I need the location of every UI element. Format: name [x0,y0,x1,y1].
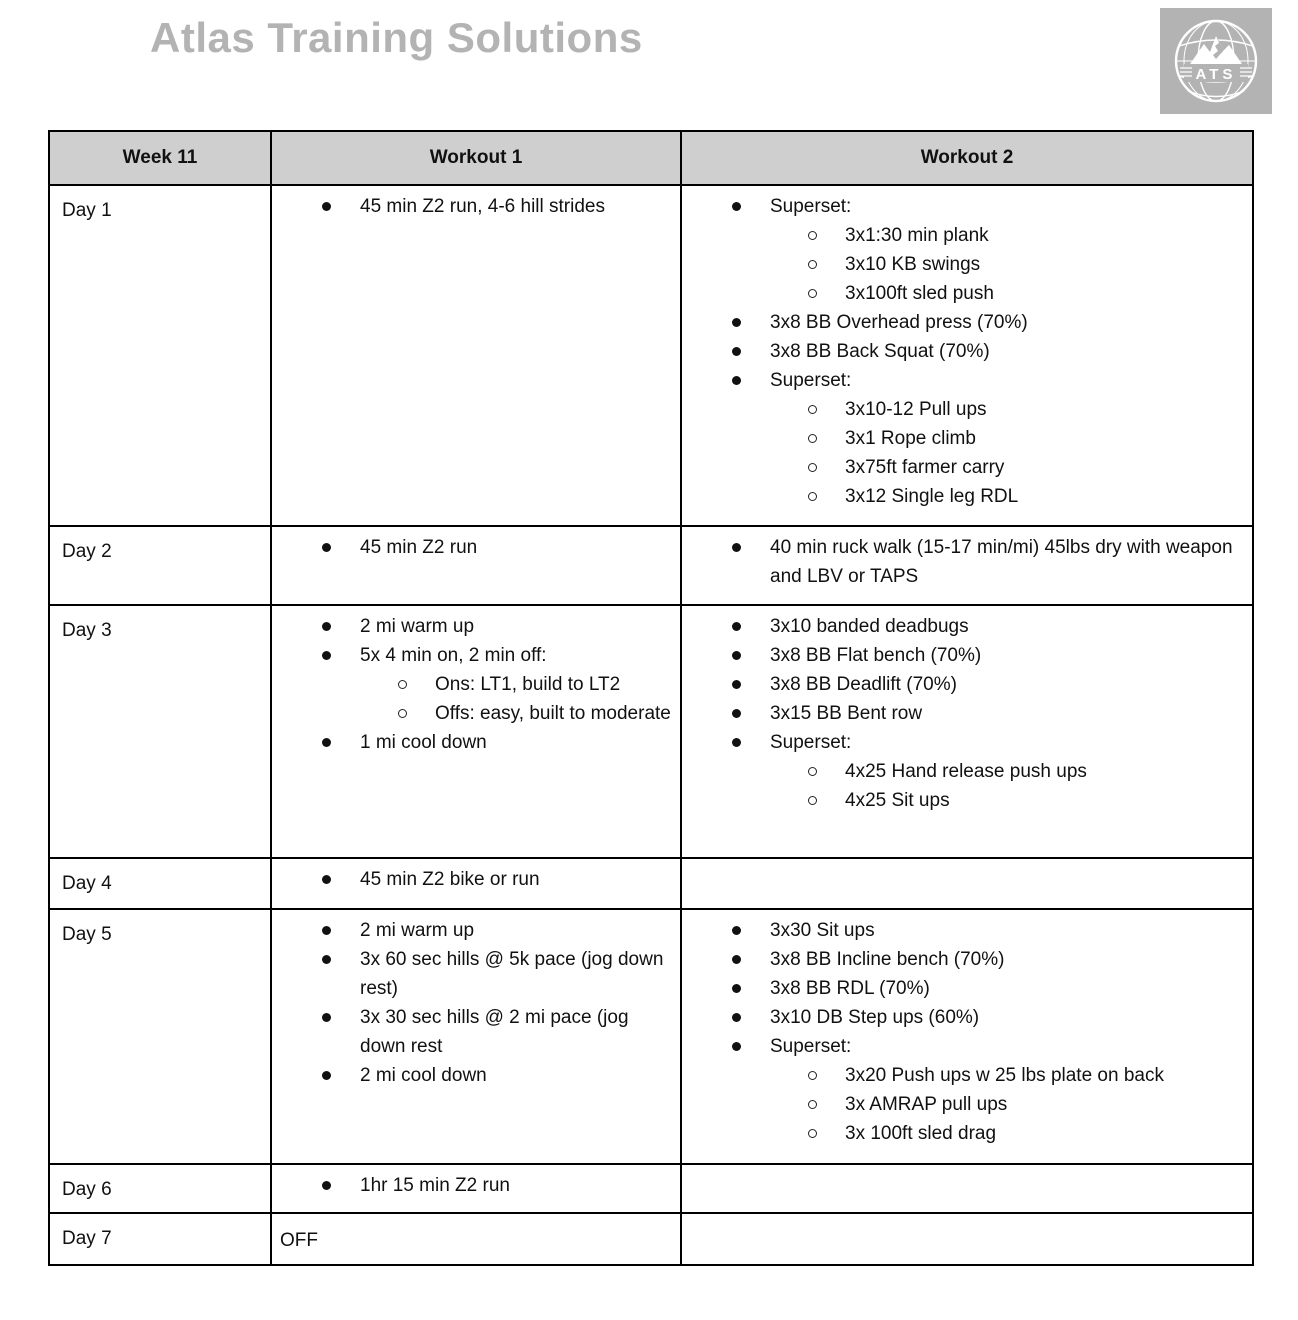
disc-bullet-icon [732,622,741,631]
disc-bullet-icon [732,202,741,211]
workout-item [690,728,1244,757]
cell-text: OFF [280,1230,318,1251]
circle-bullet-icon [808,434,817,443]
workout-item-text: Offs: easy, built to moderate [435,703,671,724]
workout-item-text: 3x AMRAP pull ups [845,1094,1008,1115]
workout-item [280,865,672,894]
workout-item [280,670,672,699]
workout-item-list [690,533,1244,591]
workout-item [280,192,672,221]
disc-bullet-icon [322,955,331,964]
workout-item [690,786,1244,815]
table-row [49,605,1253,858]
workout-item-text: 3x10 banded deadbugs [770,616,969,637]
workout-item-text: 45 min Z2 bike or run [360,869,540,890]
disc-bullet-icon [322,651,331,660]
header-row [49,131,1253,185]
circle-bullet-icon [808,1100,817,1109]
workout-item [280,699,672,728]
circle-bullet-icon [808,231,817,240]
disc-bullet-icon [322,875,331,884]
table-row [49,858,1253,909]
page-title: Atlas Training Solutions [150,14,643,61]
workout-item-text: 3x8 BB Flat bench (70%) [770,645,982,666]
workout-item-text: 3x8 BB Incline bench (70%) [770,949,1005,970]
workout1-cell [271,909,681,1164]
workout2-cell [681,605,1253,858]
circle-bullet-icon [808,260,817,269]
workout-item [690,533,1244,591]
circle-bullet-icon [808,1129,817,1138]
workout-item-text: 45 min Z2 run [360,537,478,558]
training-plan-table [48,130,1254,1266]
workout1-cell [271,185,681,526]
workout-item-text: Superset: [770,1036,852,1057]
workout2-cell [681,858,1253,909]
workout-item [690,641,1244,670]
workout-item [690,1119,1244,1148]
disc-bullet-icon [732,926,741,935]
workout-item-text: 3x8 BB Overhead press (70%) [770,312,1028,333]
workout-item-text: 3x 60 sec hills @ 5k pace (jog down rest) [360,949,664,999]
workout-item-text: 3x10 KB swings [845,254,981,275]
day-cell [49,1213,271,1265]
disc-bullet-icon [322,202,331,211]
workout2-cell [681,1213,1253,1265]
workout-item-text: 3x 30 sec hills @ 2 mi pace (jog down rest [360,1007,629,1057]
workout2-cell [681,526,1253,605]
workout-item-list [280,533,672,562]
workout-item-text: Superset: [770,370,852,391]
disc-bullet-icon [322,926,331,935]
workout-item-text: Superset: [770,196,852,217]
workout-item [690,1003,1244,1032]
disc-bullet-icon [732,347,741,356]
cell-text: Day 7 [62,1228,112,1249]
workout-item [280,1061,672,1090]
workout-item-list [280,192,672,221]
workout-item-list [280,865,672,894]
workout-item-text: 1 mi cool down [360,732,487,753]
workout-item-text: 3x 100ft sled drag [845,1123,997,1144]
column-header-week: Week 11 [49,131,271,185]
globe-mountain-icon [1166,12,1266,110]
workout-item-text: 3x1 Rope climb [845,428,976,449]
workout-item [690,279,1244,308]
disc-bullet-icon [732,318,741,327]
workout-item-list [690,916,1244,1148]
workout-item-text: 3x10 DB Step ups (60%) [770,1007,980,1028]
day-cell [49,185,271,526]
disc-bullet-icon [322,543,331,552]
workout-item [280,1171,672,1200]
workout-item-text: 45 min Z2 run, 4-6 hill strides [360,196,605,217]
workout-item-text: 3x15 BB Bent row [770,703,923,724]
disc-bullet-icon [732,1013,741,1022]
workout-item [690,916,1244,945]
circle-bullet-icon [808,492,817,501]
table-row [49,1213,1253,1265]
disc-bullet-icon [732,738,741,747]
workout-item-text: 2 mi warm up [360,616,475,637]
day-cell [49,1164,271,1213]
cell-text: Day 6 [62,1179,112,1200]
workout-item [690,366,1244,395]
day-cell [49,605,271,858]
workout-item [690,250,1244,279]
disc-bullet-icon [322,622,331,631]
workout1-cell [271,1164,681,1213]
workout-item-text: 3x12 Single leg RDL [845,486,1019,507]
cell-text: Day 2 [62,541,112,562]
disc-bullet-icon [732,543,741,552]
ats-logo [1160,8,1272,114]
workout-item [690,1061,1244,1090]
workout-item-text: Ons: LT1, build to LT2 [435,674,621,695]
workout-item [690,337,1244,366]
day-cell [49,858,271,909]
workout-item-text: 1hr 15 min Z2 run [360,1175,510,1196]
day-cell [49,909,271,1164]
table-row [49,909,1253,1164]
workout2-cell [681,185,1253,526]
workout-item [690,482,1244,511]
workout-item-text: 3x75ft farmer carry [845,457,1005,478]
workout-item [280,612,672,641]
workout2-cell [681,1164,1253,1213]
disc-bullet-icon [322,1013,331,1022]
workout-item-text: 3x30 Sit ups [770,920,875,941]
workout-item [690,670,1244,699]
cell-text: Day 5 [62,924,112,945]
circle-bullet-icon [398,709,407,718]
workout-item-list [280,612,672,757]
workout-item-text: 2 mi warm up [360,920,475,941]
workout-item-text: 4x25 Hand release push ups [845,761,1087,782]
workout-item-text: Superset: [770,732,852,753]
workout-item [690,424,1244,453]
circle-bullet-icon [808,1071,817,1080]
disc-bullet-icon [322,738,331,747]
table-row [49,526,1253,605]
workout-item-list [690,192,1244,511]
circle-bullet-icon [808,796,817,805]
cell-text: Day 3 [62,620,112,641]
workout1-cell [271,1213,681,1265]
document-header [0,0,1298,130]
workout-item-list [280,916,672,1090]
workout-item-text: 3x20 Push ups w 25 lbs plate on back [845,1065,1164,1086]
disc-bullet-icon [732,651,741,660]
column-header-workout1: Workout 1 [271,131,681,185]
workout-item [280,945,672,1003]
circle-bullet-icon [808,289,817,298]
workout-item-text: 3x10-12 Pull ups [845,399,987,420]
day-cell [49,526,271,605]
logo-monogram: ATS [1195,66,1237,83]
disc-bullet-icon [322,1181,331,1190]
workout-item [690,612,1244,641]
workout1-cell [271,605,681,858]
disc-bullet-icon [322,1071,331,1080]
workout-item [690,699,1244,728]
workout-item [280,728,672,757]
workout-item [690,308,1244,337]
workout1-cell [271,526,681,605]
workout1-cell [271,858,681,909]
workout-item-list [280,1171,672,1200]
workout-item-list [690,612,1244,815]
workout-item [690,453,1244,482]
circle-bullet-icon [398,680,407,689]
workout2-cell [681,909,1253,1164]
workout-item-text: 3x8 BB RDL (70%) [770,978,930,999]
disc-bullet-icon [732,1042,741,1051]
disc-bullet-icon [732,680,741,689]
workout-item [690,221,1244,250]
workout-item-text: 3x100ft sled push [845,283,994,304]
circle-bullet-icon [808,405,817,414]
workout-item [280,641,672,670]
workout-item-text: 3x1:30 min plank [845,225,989,246]
circle-bullet-icon [808,767,817,776]
workout-item [280,1003,672,1061]
workout-item-text: 3x8 BB Back Squat (70%) [770,341,990,362]
workout-item [690,757,1244,786]
workout-item [690,1090,1244,1119]
table-row [49,1164,1253,1213]
workout-item-text: 40 min ruck walk (15-17 min/mi) 45lbs dry with weapon and LBV or TAPS [770,537,1233,587]
disc-bullet-icon [732,955,741,964]
disc-bullet-icon [732,984,741,993]
workout-item [280,533,672,562]
workout-item [690,395,1244,424]
workout-item [280,916,672,945]
disc-bullet-icon [732,709,741,718]
disc-bullet-icon [732,376,741,385]
workout-item-text: 4x25 Sit ups [845,790,950,811]
cell-text: Day 1 [62,200,112,221]
column-header-workout2: Workout 2 [681,131,1253,185]
workout-item-text: 3x8 BB Deadlift (70%) [770,674,957,695]
workout-item-text: 5x 4 min on, 2 min off: [360,645,547,666]
workout-item [690,974,1244,1003]
table-row [49,185,1253,526]
workout-item [690,1032,1244,1061]
workout-item [690,192,1244,221]
workout-item-text: 2 mi cool down [360,1065,487,1086]
circle-bullet-icon [808,463,817,472]
cell-text: Day 4 [62,873,112,894]
workout-item [690,945,1244,974]
